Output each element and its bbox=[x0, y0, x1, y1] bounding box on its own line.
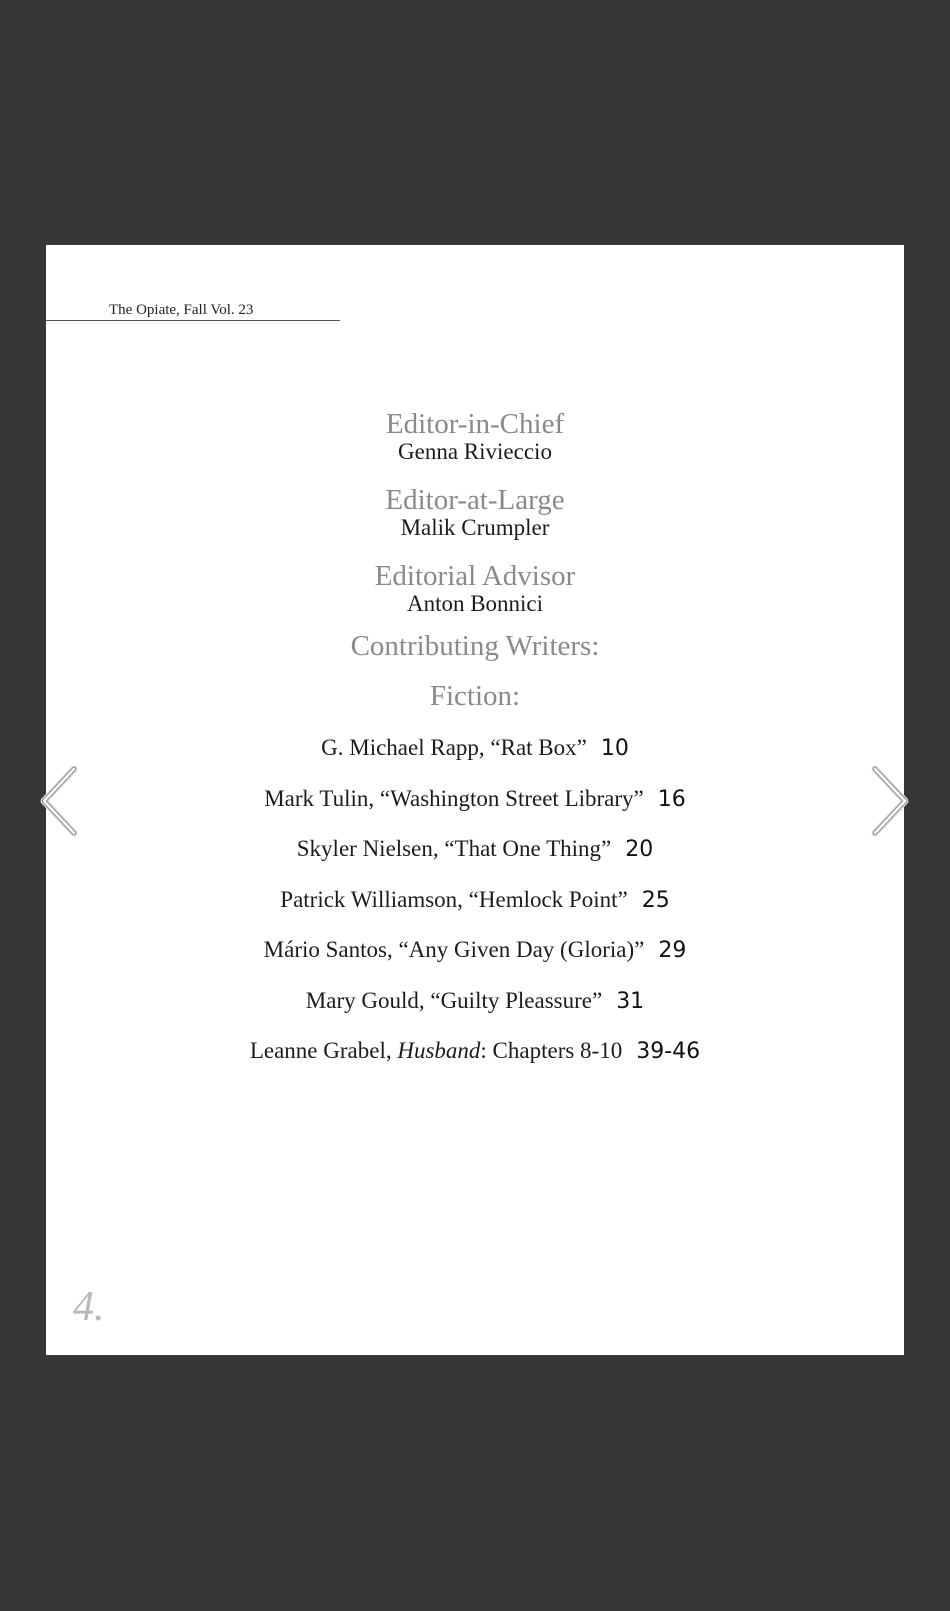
toc-entry-text: Mark Tulin, “Washington Street Library” bbox=[264, 785, 644, 811]
toc-entry bbox=[46, 885, 904, 936]
chevron-right-icon bbox=[869, 765, 909, 837]
toc-entry-text: G. Michael Rapp, “Rat Box” bbox=[321, 735, 587, 760]
editor-in-chief-role: Editor-in-Chief bbox=[385, 408, 565, 440]
editor-in-chief-name: Genna Rivieccio bbox=[398, 439, 552, 464]
next-page-button[interactable] bbox=[869, 765, 909, 837]
fiction-contents-list bbox=[46, 733, 904, 1087]
toc-entry bbox=[46, 986, 904, 1037]
toc-entry bbox=[46, 1036, 904, 1087]
editor-at-large-name: Malik Crumpler bbox=[400, 515, 550, 540]
toc-entry-page: 25 bbox=[641, 887, 670, 913]
magazine-page bbox=[46, 245, 904, 1355]
contributing-writers-heading: Contributing Writers: bbox=[350, 630, 600, 662]
toc-entry-text: Mary Gould, “Guilty Pleassure” bbox=[305, 987, 603, 1013]
toc-entry-text: Skyler Nielsen, “That One Thing” bbox=[296, 836, 612, 861]
editor-at-large-block bbox=[46, 485, 904, 541]
editorial-advisor-block bbox=[46, 561, 904, 617]
masthead bbox=[46, 409, 904, 1087]
editor-at-large-role: Editor-at-Large bbox=[385, 484, 565, 516]
toc-entry-page: 29 bbox=[658, 938, 687, 963]
toc-entry-page: 16 bbox=[657, 786, 686, 812]
fiction-heading: Fiction: bbox=[429, 680, 521, 712]
toc-entry-text: Patrick Williamson, “Hemlock Point” bbox=[280, 886, 628, 912]
editorial-advisor-role: Editorial Advisor bbox=[374, 560, 576, 592]
previous-page-button[interactable] bbox=[40, 765, 80, 837]
toc-entry-page: 31 bbox=[616, 988, 645, 1014]
toc-entry-chapters: : Chapters 8-10 bbox=[480, 1038, 623, 1063]
chevron-left-icon bbox=[40, 765, 80, 837]
editorial-advisor-name: Anton Bonnici bbox=[406, 591, 544, 616]
toc-entry bbox=[46, 935, 904, 986]
toc-entry-page: 10 bbox=[600, 736, 629, 761]
toc-entry bbox=[46, 733, 904, 784]
toc-entry-book-title: Husband bbox=[397, 1038, 481, 1063]
page-number: 4. bbox=[73, 1284, 105, 1330]
running-head-text: The Opiate, Fall Vol. 23 bbox=[109, 302, 254, 318]
toc-entry bbox=[46, 784, 904, 835]
running-head bbox=[46, 300, 340, 321]
toc-entry-page: 20 bbox=[625, 837, 654, 862]
toc-entry-text: Mário Santos, “Any Given Day (Gloria)” bbox=[263, 937, 645, 962]
toc-entry-page: 39-46 bbox=[636, 1039, 701, 1064]
editor-in-chief-block bbox=[46, 409, 904, 465]
toc-entry-author: Leanne Grabel, bbox=[249, 1038, 398, 1063]
toc-entry bbox=[46, 834, 904, 885]
